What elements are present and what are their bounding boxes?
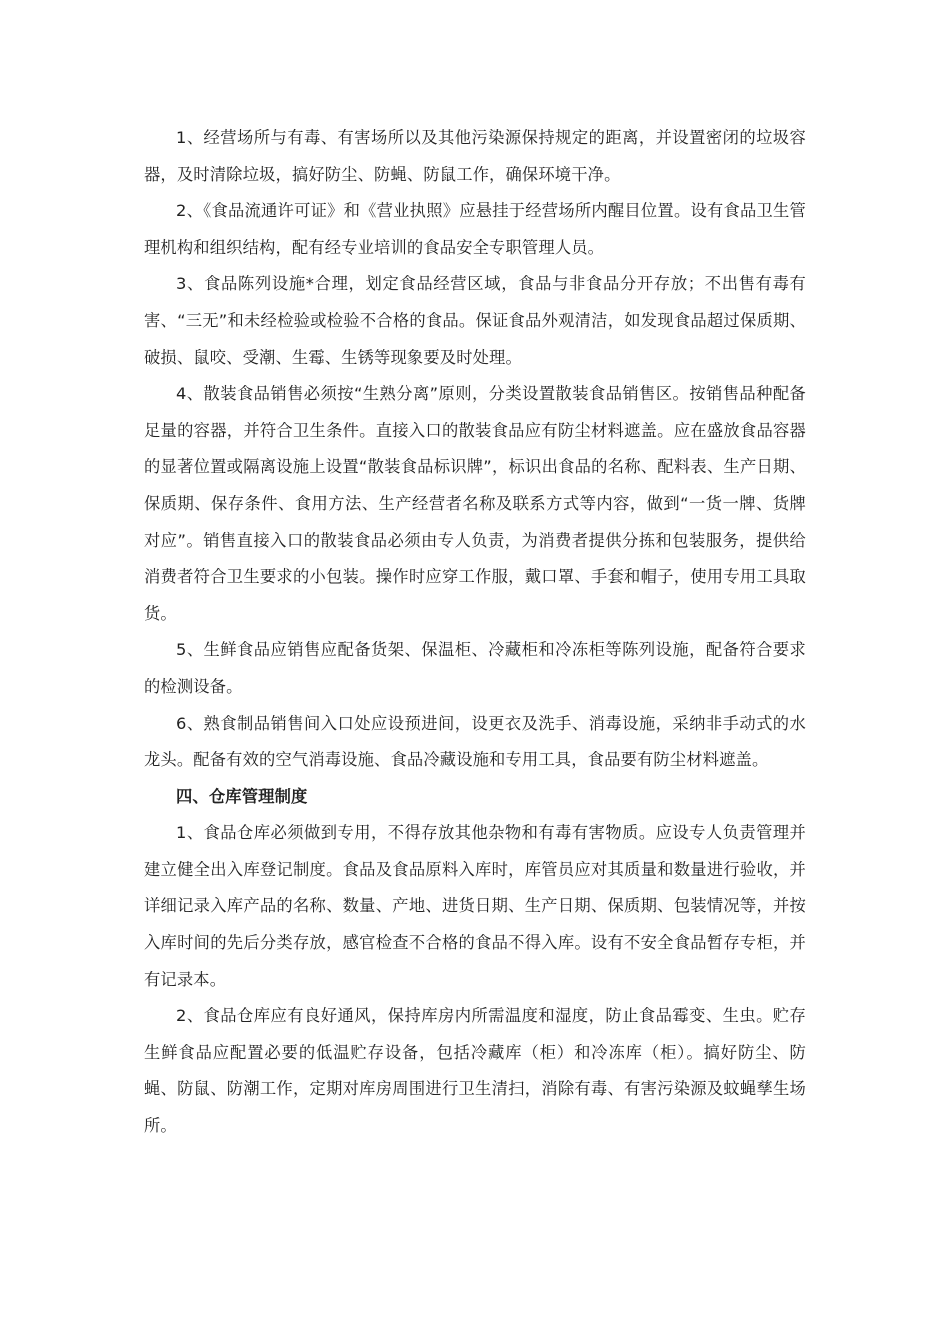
paragraph-4: 4、散装食品销售必须按“生熟分离”原则，分类设置散装食品销售区。按销售品种配备足量的容器，并符合卫生条件。直接入口的散装食品应有防尘材料遮盖。应在盛放食品容器的显著位置或隔离设施上设置“散装食品标识牌”，标识出食品的名称、配料表、生产日期、保质期、保存条件、食用方法、生产经营者名称及联系方式等内容，做到“一货一牌、货牌对应”。销售直接入口的散装食品必须由专人负责，为消费者提供分拣和包装服务，提供给消费者符合卫生要求的小包装。操作时应穿工作服，戴口罩、手套和帽子，使用专用工具取货。 [144,384,806,623]
section-paragraph-2: 2、食品仓库应有良好通风，保持库房内所需温度和湿度，防止食品霉变、生虫。贮存生鲜食品应配置必要的低温贮存设备，包括冷藏库（柜）和冷冻库（柜）。搞好防尘、防蝇、防鼠、防潮工作，定期对库房周围进行卫生清扫，消除有毒、有害污染源及蚊蝇孳生场所。 [144,1006,806,1136]
paragraph-2: 2、《食品流通许可证》和《营业执照》应悬挂于经营场所内醒目位置。设有食品卫生管理机构和组织结构，配有经专业培训的食品安全专职管理人员。 [144,201,806,257]
paragraph-5: 5、生鲜食品应销售应配备货架、保温柜、冷藏柜和冷冻柜等陈列设施，配备符合要求的检测设备。 [144,640,806,696]
section-heading: 四、仓库管理制度 [176,786,308,806]
paragraph-3: 3、食品陈列设施*合理，划定食品经营区域，食品与非食品分开存放；不出售有毒有害、“三无”和未经检验或检验不合格的食品。保证食品外观清洁，如发现食品超过保质期、破损、鼠咬、受潮、生霉、生锈等现象要及时处理。 [144,274,806,367]
paragraph-1: 1、经营场所与有毒、有害场所以及其他污染源保持规定的距离，并设置密闭的垃圾容器，及时清除垃圾，搞好防尘、防蝇、防鼠工作，确保环境干净。 [144,128,806,184]
document-body [144,120,806,1145]
paragraph-6: 6、熟食制品销售间入口处应设预进间，设更衣及洗手、消毒设施，采纳非手动式的水龙头。配备有效的空气消毒设施、食品冷藏设施和专用工具，食品要有防尘材料遮盖。 [144,713,806,770]
section-paragraph-1: 1、食品仓库必须做到专用，不得存放其他杂物和有毒有害物质。应设专人负责管理并建立健全出入库登记制度。食品及食品原料入库时，库管员应对其质量和数量进行验收，并详细记录入库产品的名称、数量、产地、进货日期、生产日期、保质期、包装情况等，并按入库时间的先后分类存放，感官检查不合格的食品不得入库。设有不安全食品暂存专柜，并有记录本。 [144,823,806,989]
